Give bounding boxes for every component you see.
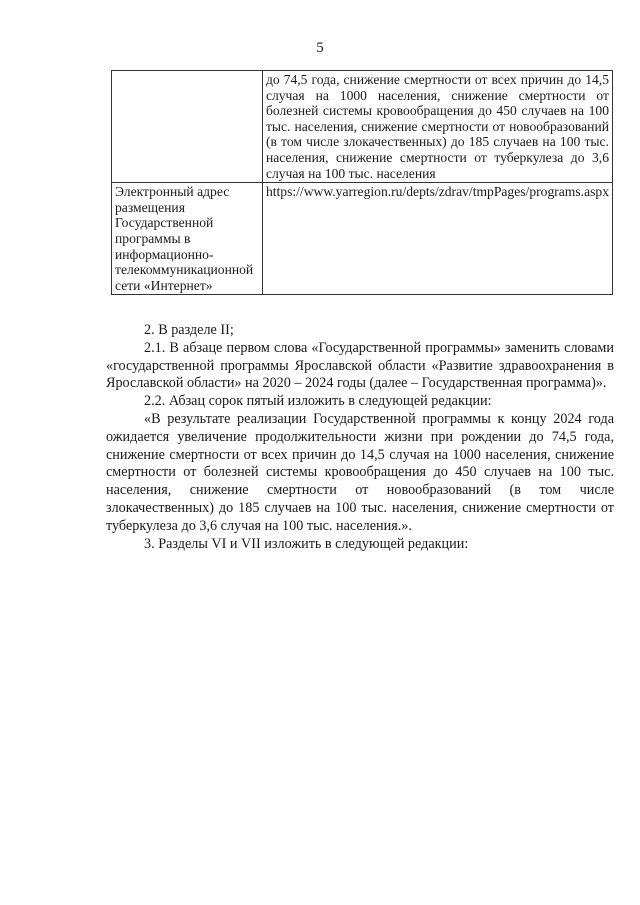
table-row [112,71,613,183]
table-cell-url: https://www.yarregion.ru/depts/zdrav/tmpPages/programs.aspx [262,183,612,295]
page-number: 5 [316,40,324,56]
program-passport-table [111,70,613,295]
paragraph-quote: «В результате реализации Государственной программы к концу 2024 года ожидается увеличение продолжительности жизни при рождении до 74,5 года, снижение смертности от всех причин до 14,5 случая на 1000 населения, снижение смертности от болезней системы кровообращения до 450 случаев на 100 тыс. населения, снижение смертности от новообразований (в том числе злокачественных) до 185 случаев на 100 тыс. населения, снижение смертности от туберкулеза до 3,6 случая на 100 тыс. населения.». [106,410,614,534]
table-cell-label [112,71,263,183]
table-cell-label: Электронный адрес размещения Государственной программы в информационно-телекоммуникационной сети «Интернет» [112,183,263,295]
paragraph-2-1: 2.1. В абзаце первом слова «Государственной программы» заменить словами «государственной программы Ярославской области «Развитие здравоохранения в Ярославской области» на 2020 – 2024 годы (далее – Государственная программа)». [106,339,614,392]
document-body [106,322,614,553]
paragraph-section-2: 2. В разделе II; [144,322,234,338]
table-cell-value: до 74,5 года, снижение смертности от всех причин до 14,5 случая на 1000 населения, снижение смертности от болезней системы кровообращения до 450 случаев на 100 тыс. населения, снижение смертности от новообразований (в том числе злокачественных) до 185 случаев на 100 тыс. населения, снижение смертности от туберкулеза до 3,6 случая на 100 тыс. населения [262,71,612,183]
paragraph-section-3: 3. Разделы VI и VII изложить в следующей редакции: [144,535,469,552]
table-row [112,183,613,295]
paragraph-2-2: 2.2. Абзац сорок пятый изложить в следующей редакции: [144,393,492,410]
